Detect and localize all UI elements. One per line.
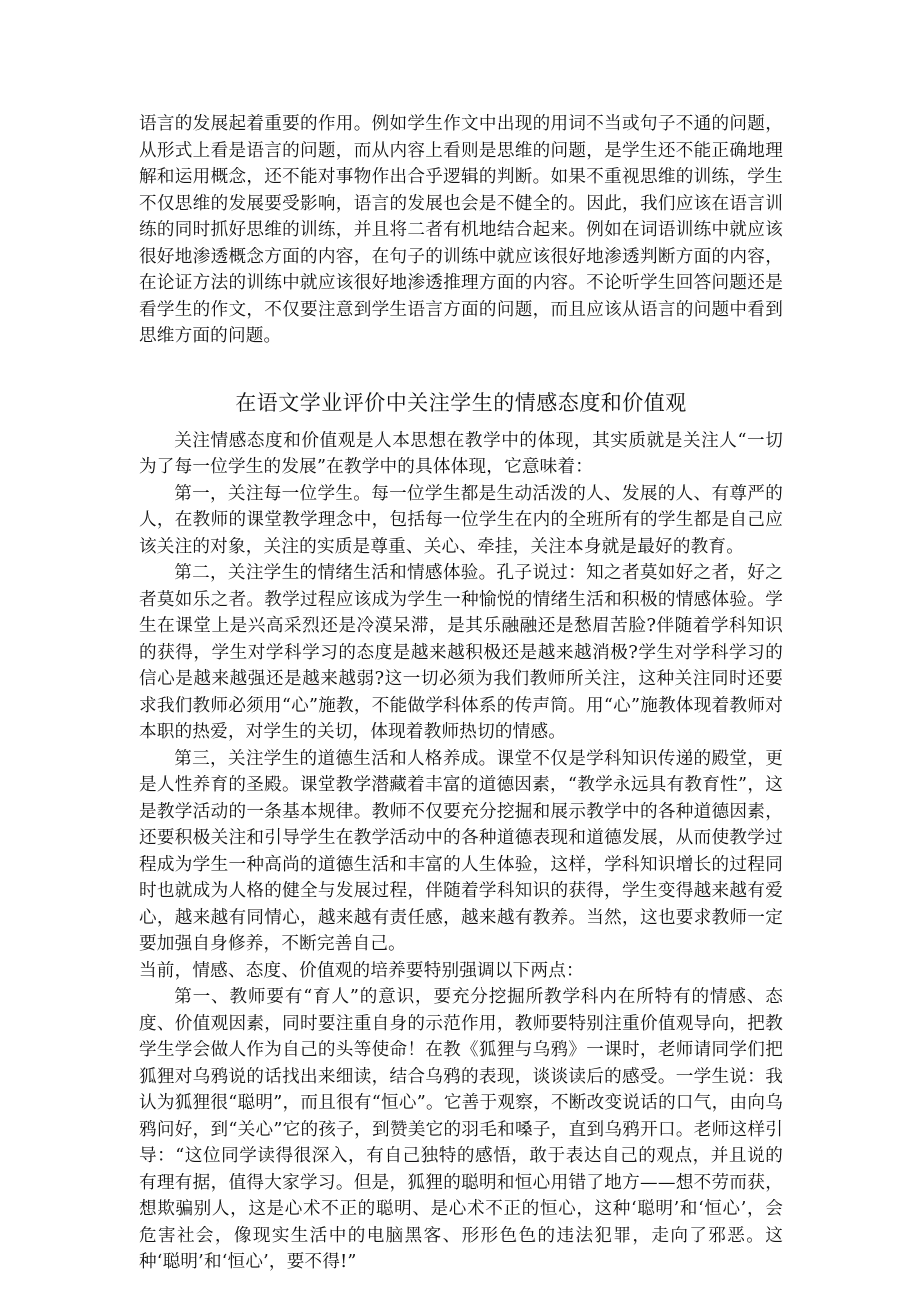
paragraph-point-two: 第二，关注学生的情绪生活和情感体验。孔子说过：知之者莫如好之者，好之者莫如乐之者。教学过程应该成为学生一种愉悦的情绪生活和积极的情感体验。学生在课堂上是兴高采烈还是冷漠呆滞，是其乐融融还是愁眉苦脸?伴随着学科知识的获得，学生对学科学习的态度是越来越积极还是越来越消极?学生对学科学习的信心是越来越强还是越来越弱?这一切必须为我们教师所关注，这种关注同时还要求我们教师必须用“心”施教，不能做学科体系的传声筒。用“心”施教体现着教师对本职的热爱，对学生的关切，体现着教师热切的情感。 (139, 563, 783, 742)
section-title: 在语文学业评价中关注学生的情感态度和价值观 (235, 390, 687, 415)
paragraph-point-one: 第一，关注每一位学生。每一位学生都是生动活泼的人、发展的人、有尊严的人，在教师的课堂教学理念中，包括每一位学生在内的全班所有的学生都是自己应该关注的对象，关注的实质是尊重、关心、牵挂，关注本身就是最好的教育。 (139, 483, 783, 557)
summary-line: 当前，情感、态度、价值观的培养要特别强调以下两点： (139, 960, 584, 981)
final-paragraph: 第一、教师要有“育人”的意识，要充分挖掘所教学科内在所特有的情感、态度、价值观因素，同时要注重自身的示范作用，教师要特别注重价值观导向，把教学生学会做人作为自己的头等使命！在教《狐狸与乌鸦》一课时，老师请同学们把狐狸对乌鸦说的话找出来细读，结合乌鸦的表现，谈谈读后的感受。一学生说：我认为狐狸很“聪明”，而且很有“恒心”。它善于观察，不断改变说话的口气，由向乌鸦问好，到“关心”它的孩子，到赞美它的羽毛和嗓子，直到乌鸦开口。老师这样引导：“这位同学读得很深入，有自己独特的感悟，敢于表达自己的观点，并且说的有理有据，值得大家学习。但是，狐狸的聪明和恒心用错了地方——想不劳而获，想欺骗别人，这是心术不正的聪明、是心术不正的恒心，这种‘聪明’和‘恒心’，会危害社会，像现实生活中的电脑黑客、形形色色的违法犯罪，走向了邪恶。这种‘聪明’和‘恒心’，要不得!” (139, 987, 783, 1272)
paragraph-overview: 关注情感态度和价值观是人本思想在教学中的体现，其实质就是关注人“一切为了每一位学生的发展”在教学中的具体体现，它意味着： (139, 430, 783, 477)
paragraph-point-three: 第三，关注学生的道德生活和人格养成。课堂不仅是学科知识传递的殿堂，更是人性养育的圣殿。课堂教学潜藏着丰富的道德因素，“教学永远具有教育性”，这是教学活动的一条基本规律。教师不仅要充分挖掘和展示教学中的各种道德因素，还要积极关注和引导学生在教学活动中的各种道德表现和道德发展，从而使教学过程成为学生一种高尚的道德生活和丰富的人生体验，这样，学科知识增长的过程同时也就成为人格的健全与发展过程，伴随着学科知识的获得，学生变得越来越有爱心，越来越有同情心，越来越有责任感，越来越有教养。当然，这也要求教师一定要加强自身修养，不断完善自己。 (139, 748, 783, 954)
document-body (139, 111, 783, 1276)
intro-paragraph: 语言的发展起着重要的作用。例如学生作文中出现的用词不当或句子不通的问题，从形式上看是语言的问题，而从内容上看则是思维的问题，是学生还不能正确地理解和运用概念，还不能对事物作出合乎逻辑的判断。如果不重视思维的训练，学生不仅思维的发展要受影响，语言的发展也会是不健全的。因此，我们应该在语言训练的同时抓好思维的训练，并且将二者有机地结合起来。例如在词语训练中就应该很好地渗透概念方面的内容，在句子的训练中就应该很好地渗透判断方面的内容，在论证方法的训练中就应该很好地渗透推理方面的内容。不论听学生回答问题还是看学生的作文，不仅要注意到学生语言方面的问题，而且应该从语言的问题中看到思维方面的问题。 (139, 114, 783, 346)
